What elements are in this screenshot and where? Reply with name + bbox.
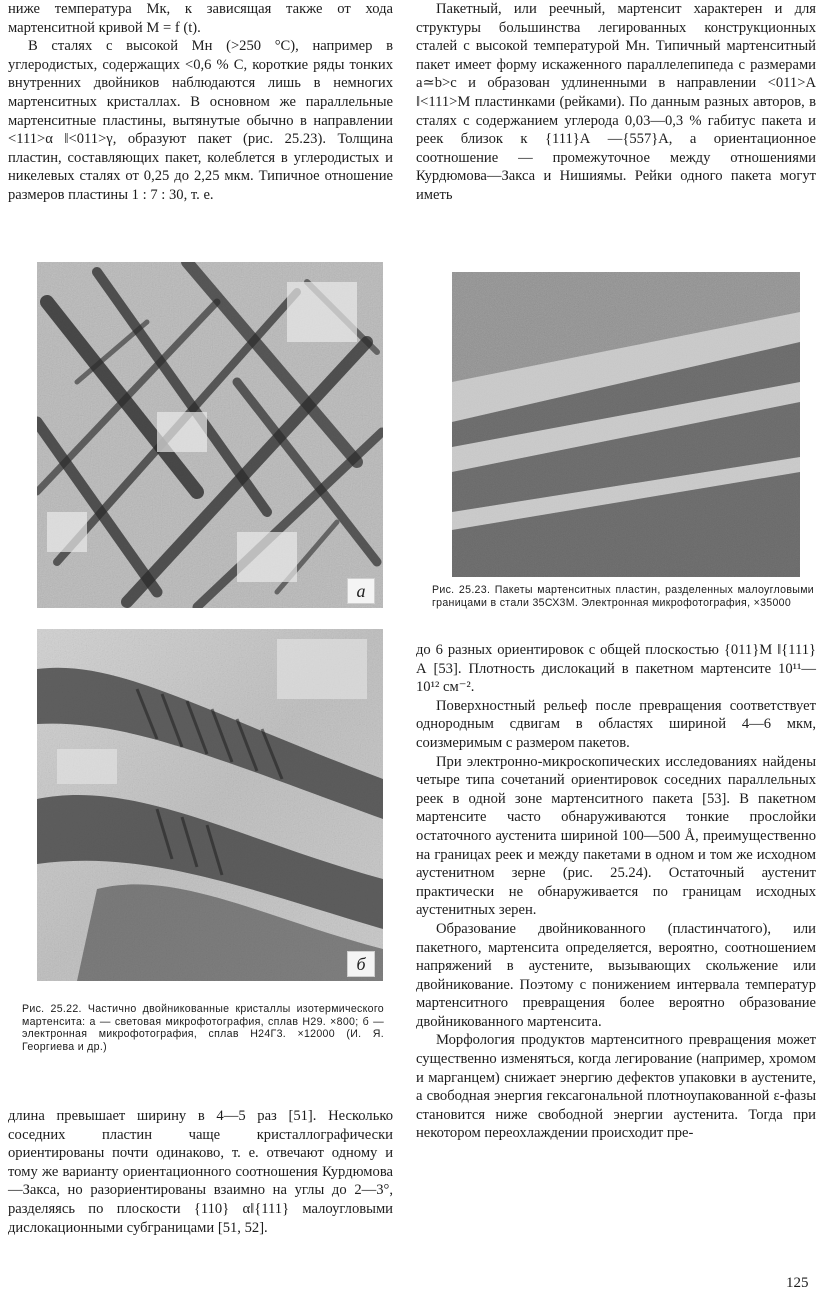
panel-label-b: б	[347, 951, 375, 977]
paragraph: Пакетный, или реечный, мартенсит характерен и для структуры большинства легированных конструкционных сталей с высокой температурой Mн. Типичный мартенситный пакет имеет форму искаженного параллелепипеда с размерами a≃b>c и образован удлиненными в направлении <011>А ‖<111>М пластинками (рейками). По данным разных авторов, в сталях с содержанием углерода 0,03—0,3 % габитус пакета и реек близок к {111}А —{557}А, а ориентационное соотношение — промежуточное между отношениями Курдюмова—Закса и Нишиямы. Рейки одного пакета могут иметь	[416, 1, 816, 203]
paragraph: ниже температура Mк, к зависящая также от хода мартенситной кривой M = f (t).	[8, 1, 393, 36]
figure-25-22a-photo	[37, 262, 383, 608]
paragraph: В сталях с высокой Mн (>250 °C), например в углеродистых, содержащих <0,6 % C, короткие ряды тонких внутренних двойников наблюдаются лишь в немногих мартенситных кристаллах. В основном же параллельные мартенситные пластины, вытянутые обычно в направлении <111>α ‖<011>γ, образуют пакет (рис. 25.23). Толщина пластин, составляющих пакет, колеблется в углеродистых и никелевых сталях от 0,25 до 2,25 мкм. Типичное отношение размеров пластины 1 : 7 : 30, т. е.	[8, 38, 393, 203]
paragraph: Морфология продуктов мартенситного превращения может существенно изменяться, когда легирование (например, хромом и марганцем) снижает энергию дефектов упаковки в аустените, а свободная энергия гексагональной плотноупакованной ε-фазы становится ниже свободной энергии аустенита. Тогда при некотором переохлаждении происходит пре-	[416, 1032, 816, 1142]
figure-caption: Рис. 25.23. Пакеты мартенситных пластин, разделенных малоугловыми границами в стали 35СХ3М. Электронная микрофотография, ×35000	[432, 584, 814, 609]
paragraph: длина превышает ширину в 4—5 раз [51]. Несколько соседних пластин чаще кристаллографически ориентированы почти одинаково, т. е. отвечают одному и тому же варианту ориентационного соотношения Курдюмова—Закса, но разориентированы взаимно на углы до 2—3°, разделяясь по плоскости {110} α‖{111} малоугловыми дислокационными субграницами [51, 52].	[8, 1108, 393, 1236]
right-column-bottom	[416, 641, 816, 1143]
paragraph: При электронно-микроскопических исследованиях найдены четыре типа сочетаний ориентировок соседних параллельных реек в одной зоне мартенситного пакета [53]. В пакетном мартенсите часто обнаруживаются тонкие прослойки остаточного аустенита шириной 100—500 Å, преимущественно на границах реек и между пакетами в одном и том же исходном аустенитном зерне (рис. 25.24). Остаточный аустенит практически не обнаруживается по границам исходных аустенитных зерен.	[416, 753, 816, 919]
right-column-top	[416, 0, 816, 205]
paragraph: до 6 разных ориентировок с общей плоскостью {011}М ‖{111}А [53]. Плотность дислокаций в пакетном мартенсите 10¹¹—10¹² см⁻².	[416, 642, 816, 696]
paragraph: Образование двойникованного (пластинчатого), или пакетного, мартенсита определяется, вероятно, соотношением напряжений в аустените, вызывающих скольжение или двойникование. Поэтому с понижением интервала температур мартенситного превращения более вероятно образование двойникованного мартенсита.	[416, 920, 816, 1030]
figure-25-22b-photo	[37, 629, 383, 981]
figure-25-23-caption-block	[432, 584, 814, 609]
figure-25-22-caption-block	[22, 1003, 384, 1053]
page-number: 125	[786, 1275, 809, 1291]
figure-25-23-photo	[452, 272, 800, 577]
left-column-top	[8, 0, 393, 205]
paragraph: Поверхностный рельеф после превращения соответствует однородным сдвигам в областях шириной 4—6 мкм, соизмеримым с размером пакетов.	[416, 697, 816, 751]
left-column-bottom	[8, 1107, 393, 1237]
panel-label-a: а	[347, 578, 375, 604]
figure-caption: Рис. 25.22. Частично двойникованные кристаллы изотермического мартенсита: а — световая микрофотография, сплав Н29. ×800; б — электронная микрофотография, сплав Н24Г3. ×12000 (И. Я. Георгиева и др.)	[22, 1003, 384, 1053]
